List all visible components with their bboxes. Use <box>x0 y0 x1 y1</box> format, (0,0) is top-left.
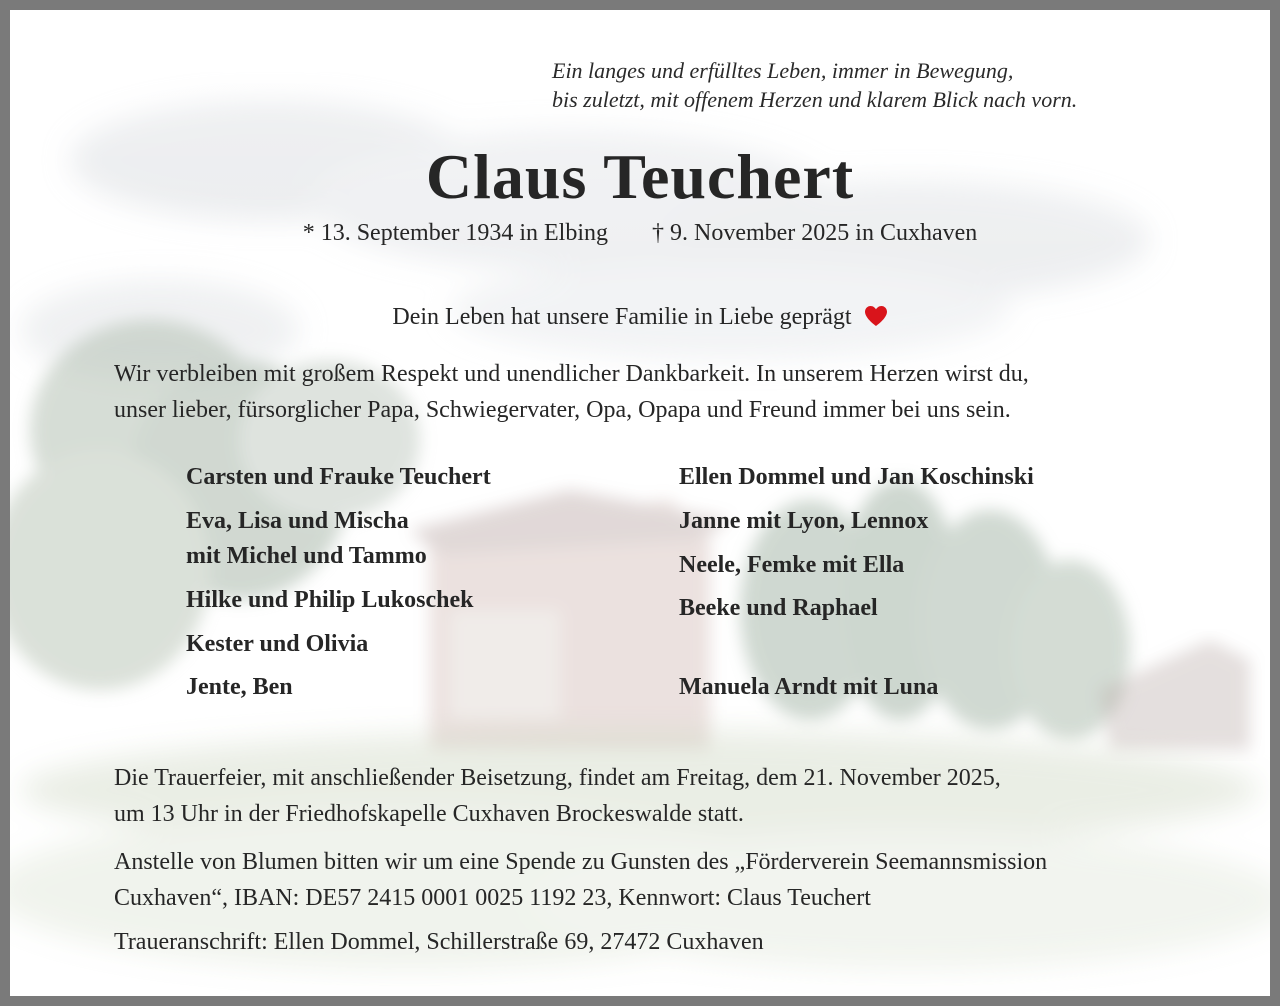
motto-quote <box>552 56 1077 114</box>
deceased-name: Claus Teuchert <box>425 141 855 212</box>
funeral-line-1: Die Trauerfeier, mit anschließender Beisetzung, findet am Freitag, dem 21. November 2025, <box>114 765 1001 791</box>
death-date: † 9. November 2025 in Cuxhaven <box>652 220 978 246</box>
family-tribute <box>10 304 1270 331</box>
funeral-line-2: um 13 Uhr in der Friedhofskapelle Cuxhaven Brockeswalde statt. <box>114 801 744 827</box>
funeral-info <box>114 760 1001 832</box>
obituary-page <box>10 10 1270 996</box>
intro-line-1: Wir verbleiben mit großem Respekt und unendlicher Dankbarkeit. In unserem Herzen wirst du, <box>114 361 1029 387</box>
mourner-left-1: Carsten und Frauke Teuchert <box>186 464 491 490</box>
mourning-address-text: Traueranschrift: Ellen Dommel, Schillerstraße 69, 27472 Cuxhaven <box>114 929 764 955</box>
motto-line-1: Ein langes und erfülltes Leben, immer in Bewegung, <box>552 58 1014 83</box>
mourner-left-3: mit Michel und Tammo <box>186 543 427 569</box>
mourner-right-4: Beeke und Raphael <box>679 595 878 621</box>
donation-line-2: Cuxhaven“, IBAN: DE57 2415 0001 0025 1192 23, Kennwort: Claus Teuchert <box>114 885 871 911</box>
donation-info <box>114 844 1047 916</box>
mourner-right-1: Ellen Dommel und Jan Koschinski <box>679 464 1034 490</box>
mourner-right-5: Manuela Arndt mit Luna <box>679 674 939 700</box>
heart-icon <box>864 305 888 327</box>
life-dates <box>10 220 1270 247</box>
mourning-address <box>114 924 764 960</box>
mourner-right-2: Janne mit Lyon, Lennox <box>679 508 929 534</box>
mourner-left-5: Kester und Olivia <box>186 631 369 657</box>
birth-date: * 13. September 1934 in Elbing <box>302 220 608 246</box>
family-tribute-text: Dein Leben hat unsere Familie in Liebe geprägt <box>392 304 852 330</box>
mourner-left-6: Jente, Ben <box>186 674 293 700</box>
intro-paragraph <box>114 356 1194 428</box>
donation-line-1: Anstelle von Blumen bitten wir um eine Spende zu Gunsten des „Förderverein Seemannsmission <box>114 849 1048 875</box>
mourner-right-3: Neele, Femke mit Ella <box>679 552 905 578</box>
motto-line-2: bis zuletzt, mit offenem Herzen und klarem Blick nach vorn. <box>552 87 1078 112</box>
mourner-left-4: Hilke und Philip Lukoschek <box>186 587 474 613</box>
intro-line-2: unser lieber, fürsorglicher Papa, Schwiegervater, Opa, Opapa und Freund immer bei uns sein. <box>114 397 1011 423</box>
obituary-content <box>10 10 1270 996</box>
mourner-left-2: Eva, Lisa und Mischa <box>186 508 409 534</box>
